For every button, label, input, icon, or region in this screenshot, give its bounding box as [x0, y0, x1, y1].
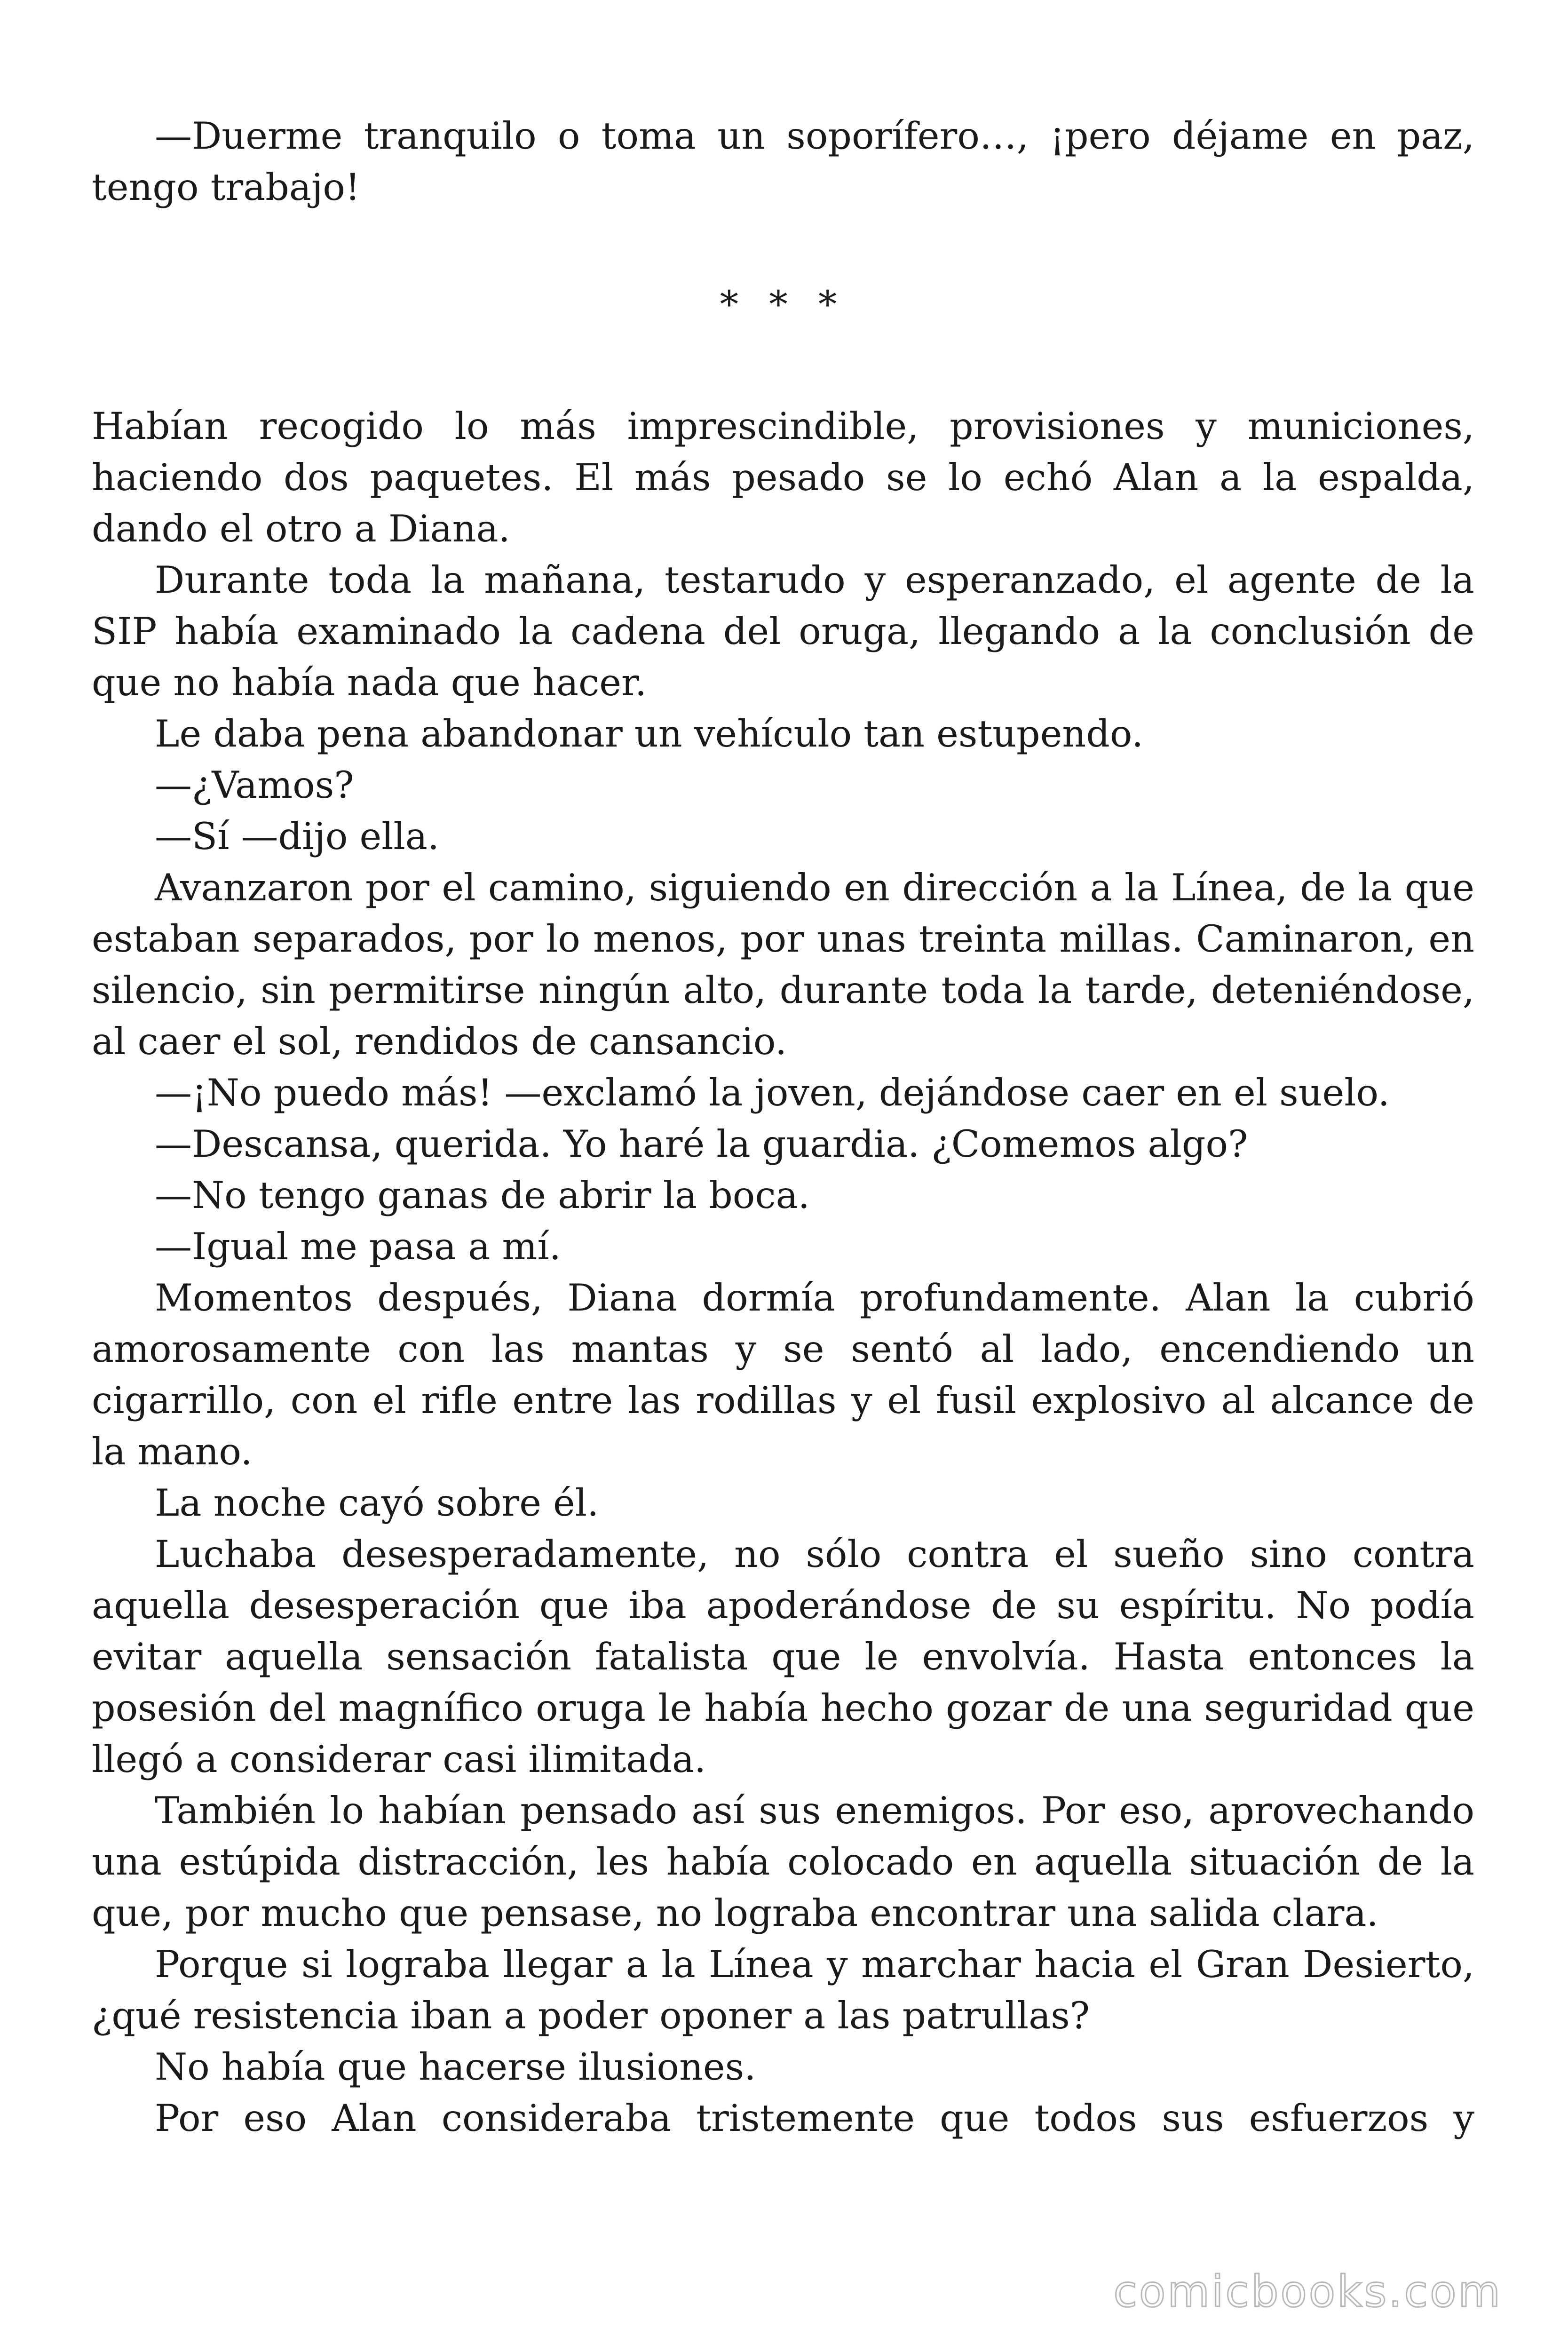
paragraph: Le daba pena abandonar un vehículo tan estupendo. — [155, 712, 1144, 755]
paragraph: Avanzaron por el camino, siguiendo en dirección a la Línea, de la que estaban separados, por lo menos, por unas treinta millas. Caminaron, en silencio, sin permitirse ningún alto, durante toda la tarde, deteniéndose, al caer el sol, rendidos de cansancio. — [92, 866, 1474, 1063]
paragraph: Por eso Alan consideraba tristemente que todos sus esfuerzos y — [155, 2097, 1474, 2140]
paragraph: Habían recogido lo más imprescindible, provisiones y municiones, haciendo dos paquetes. El más pesado se lo echó Alan a la espalda, dando el otro a Diana. — [92, 405, 1474, 550]
paragraph: Porque si lograba llegar a la Línea y marchar hacia el Gran Desierto, ¿qué resistencia iban a poder oponer a las patrullas? — [92, 1943, 1474, 2037]
paragraph: —Igual me pasa a mí. — [155, 1225, 561, 1268]
paragraph: —¿Vamos? — [155, 763, 354, 807]
paragraph: —Descansa, querida. Yo haré la guardia. ¿Comemos algo? — [155, 1122, 1248, 1166]
paragraph: También lo habían pensado así sus enemigos. Por eso, aprovechando una estúpida distracción, les había colocado en aquella situación de la que, por mucho que pensase, no lograba encontrar una salida clara. — [92, 1789, 1474, 1935]
book-page-text — [92, 111, 1474, 2144]
watermark: comicbooks.com — [1113, 2266, 1502, 2317]
paragraph: Luchaba desesperadamente, no sólo contra el sueño sino contra aquella desesperación que iba apoderándose de su espíritu. No podía evitar aquella sensación fatalista que le envolvía. Hasta entonces la posesión del magnífico oruga le había hecho gozar de una seguridad que llegó a considerar casi ilimitada. — [92, 1533, 1474, 1781]
section-separator: * * * — [720, 283, 847, 326]
paragraph: Durante toda la mañana, testarudo y esperanzado, el agente de la SIP había examinado la cadena del oruga, llegando a la conclusión de que no había nada que hacer. — [92, 558, 1474, 704]
paragraph: Momentos después, Diana dormía profundamente. Alan la cubrió amorosamente con las mantas y se sentó al lado, encendiendo un cigarrillo, con el rifle entre las rodillas y el fusil explosivo al alcance de la mano. — [92, 1276, 1474, 1473]
paragraph: —¡No puedo más! —exclamó la joven, dejándose caer en el suelo. — [155, 1071, 1390, 1114]
paragraph: No había que hacerse ilusiones. — [155, 2045, 756, 2089]
paragraph: La noche cayó sobre él. — [155, 1481, 599, 1525]
paragraph: —No tengo ganas de abrir la boca. — [155, 1174, 810, 1217]
paragraph: —Duerme tranquilo o toma un soporífero…, ¡pero déjame en paz, tengo trabajo! — [92, 114, 1474, 209]
paragraph: —Sí —dijo ella. — [155, 815, 439, 858]
